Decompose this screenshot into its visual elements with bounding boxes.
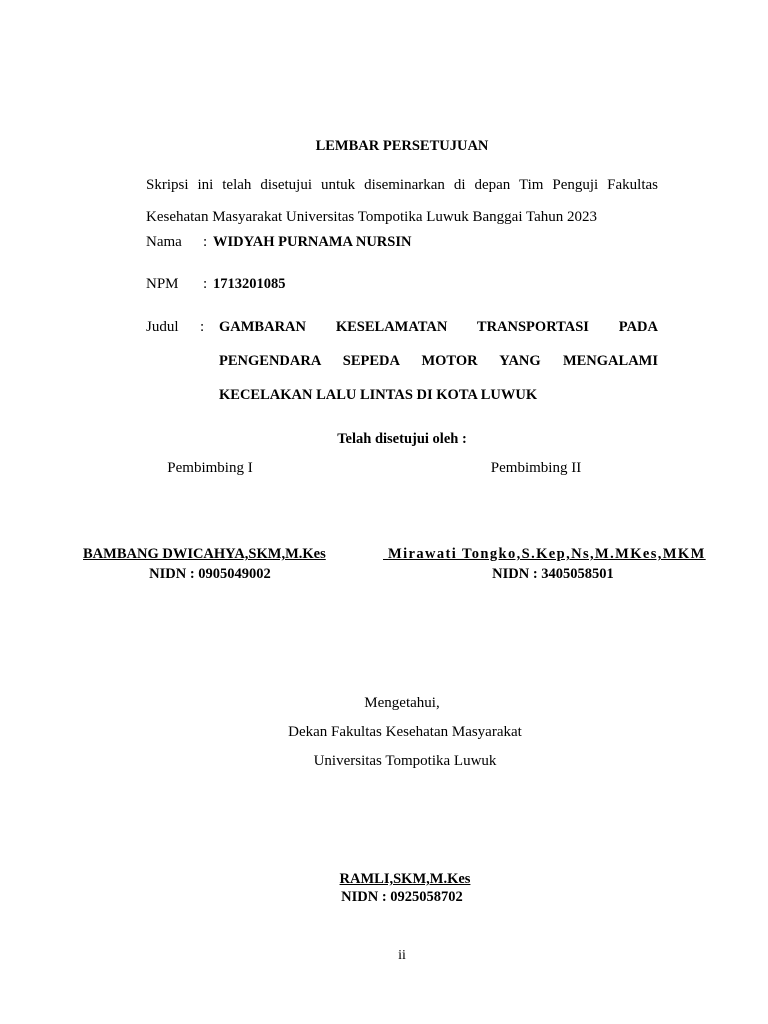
advisor2-role: Pembimbing II [490, 460, 582, 476]
npm-value: 1713201085 [213, 276, 286, 292]
approval-heading: Telah disetujui oleh : [337, 431, 467, 447]
university-name: Universitas Tompotika Luwuk [313, 753, 497, 769]
judul-line-1: GAMBARAN KESELAMATAN TRANSPORTASI PADA [219, 319, 658, 335]
advisor1-name: BAMBANG DWICAHYA,SKM,M.Kes [83, 546, 326, 562]
npm-separator: : [203, 276, 208, 292]
nama-separator: : [203, 234, 208, 250]
advisor1-role: Pembimbing I [167, 460, 253, 476]
nama-label: Nama [146, 234, 182, 250]
dean-position: Dekan Fakultas Kesehatan Masyarakat [288, 724, 522, 740]
dean-name: RAMLI,SKM,M.Kes [339, 871, 471, 887]
advisor1-nidn: NIDN : 0905049002 [149, 566, 271, 582]
intro-paragraph: Skripsi ini telah disetujui untuk diseminarkan di depan Tim Penguji Fakultas Kesehatan Masyarakat Universitas Tompotika Luwuk Banggai Tahun 2023 [146, 177, 658, 225]
dean-nidn: NIDN : 0925058702 [341, 889, 463, 905]
advisor2-name [383, 546, 706, 563]
page-number: ii [398, 948, 406, 963]
judul-separator: : [200, 319, 205, 335]
judul-line-2: PENGENDARA SEPEDA MOTOR YANG MENGALAMI [219, 353, 658, 369]
advisor2-name-text: Mirawati Tongko,S.Kep,Ns,M.MKes,MKM [388, 546, 706, 562]
judul-line-3: KECELAKAN LALU LINTAS DI KOTA LUWUK [219, 387, 538, 403]
advisor2-nidn: NIDN : 3405058501 [492, 566, 614, 582]
judul-label: Judul [146, 319, 179, 335]
page-title: LEMBAR PERSETUJUAN [315, 138, 489, 154]
acknowledged-label: Mengetahui, [364, 695, 440, 711]
nama-value: WIDYAH PURNAMA NURSIN [213, 234, 412, 250]
npm-label: NPM [146, 276, 179, 292]
